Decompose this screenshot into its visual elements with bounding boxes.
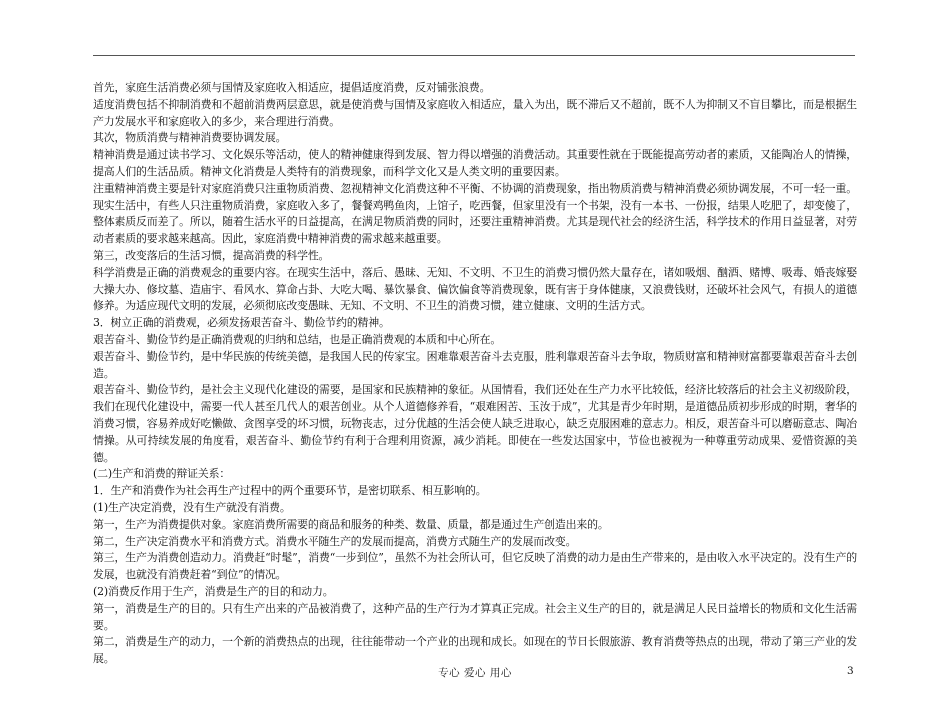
paragraph: 艰苦奋斗、勤俭节约，是中华民族的传统美德，是我国人民的传家宝。困难靠艰苦奋斗去克服，胜利靠艰苦奋斗去争取，物质财富和精神财富都要靠艰苦奋斗去创造。 xyxy=(93,349,857,380)
paragraph: 科学消费是正确的消费观念的重要内容。在现实生活中，落后、愚昧、无知、不文明、不卫生的消费习惯仍然大量存在，诸如吸烟、酗酒、赌博、吸毒、婚丧嫁娶大操大办、修坟墓、造庙宇、看风水、算命占卦、大吃大喝、暴饮暴食、偏饮偏食等消费现象，既有害于身体健康，又浪费钱财，还破坏社会风气，有损人的道德修养。为适应现代文明的发展，必须彻底改变愚昧、无知、不文明、不卫生的消费习惯，建立健康、文明的生活方式。 xyxy=(93,265,857,313)
paragraph: (2)消费反作用于生产，消费是生产的目的和动力。 xyxy=(93,584,334,598)
paragraph: 第一，消费是生产的目的。只有生产出来的产品被消费了，这种产品的生产行为才算真正完成。社会主义生产的目的，就是满足人民日益增长的物质和文化生活需要。 xyxy=(93,601,857,632)
paragraph: (1)生产决定消费，没有生产就没有消费。 xyxy=(93,500,291,514)
paragraph: 第二，消费是生产的动力，一个新的消费热点的出现，往往能带动一个产业的出现和成长。如现在的节日长假旅游、教育消费等热点的出现，带动了第三产业的发展。 xyxy=(93,635,857,666)
paragraph: 艰苦奋斗、勤俭节约是正确消费观的归纳和总结，也是正确消费观的本质和中心所在。 xyxy=(93,332,502,346)
paragraph: 第二，生产决定消费水平和消费方式。消费水平随生产的发展而提高，消费方式随生产的发展而改变。 xyxy=(93,534,577,548)
header-rule xyxy=(93,55,855,56)
paragraph: 1．生产和消费作为社会再生产过程中的两个重要环节，是密切联系、相互影响的。 xyxy=(93,484,487,498)
paragraph: 其次，物质消费与精神消费要协调发展。 xyxy=(93,131,287,145)
paragraph: 第三，生产为消费创造动力。消费赶“时髦”，消费“一步到位”，虽然不为社会所认可，但它反映了消费的动力是由生产带来的，是由收入水平决定的。没有生产的发展，也就没有消费赶着“到位”的情况。 xyxy=(93,551,857,582)
paragraph: (二)生产和消费的辩证关系： xyxy=(93,467,231,481)
page-footer xyxy=(0,665,950,681)
footer-slogan: 专心 爱心 用心 xyxy=(438,667,512,679)
paragraph: 适度消费包括不抑制消费和不超前消费两层意思，就是使消费与国情及家庭收入相适应，量入为出，既不滞后又不超前，既不人为抑制又不盲目攀比，而是根据生产力发展水平和家庭收入的多少，来合理进行消费。 xyxy=(93,97,857,128)
paragraph: 注重精神消费主要是针对家庭消费只注重物质消费、忽视精神文化消费这种不平衡、不协调的消费现象，指出物质消费与精神消费必须协调发展，不可一轻一重。现实生活中，有些人只注重物质消费，家庭收入多了，餐餐鸡鸭鱼肉，上馆子，吃西餐，但家里没有一个书架，没有一本书、一份报，结果人吃肥了，却变傻了，整体素质反而差了。所以，随着生活水平的日益提高，在满足物质消费的同时，还要注重精神消费。尤其是现代社会的经济生活，科学技术的作用日益显著，对劳动者素质的要求越来越高。因此，家庭消费中精神消费的需求越来越重要。 xyxy=(93,181,857,246)
paragraph: 首先，家庭生活消费必须与国情及家庭收入相适应，提倡适度消费，反对铺张浪费。 xyxy=(93,81,491,94)
document-body xyxy=(93,80,857,668)
paragraph: 艰苦奋斗、勤俭节约，是社会主义现代化建设的需要，是国家和民族精神的象征。从国情看，我们还处在生产力水平比较低，经济比较落后的社会主义初级阶段，我们在现代化建设中，需要一代人甚至几代人的艰苦创业。从个人道德修养看，“艰难困苦、玉汝于成”，尤其是青少年时期，是道德品质初步形成的时期，奢华的消费习惯，容易养成好吃懒做、贪图享受的坏习惯，玩物丧志，过分优越的生活会使人缺乏进取心，缺乏克服困难的意志力。相反，艰苦奋斗可以磨砺意志、陶冶情操。从可持续发展的角度看，艰苦奋斗、勤俭节约有利于合理利用资源，减少消耗。即使在一些发达国家中，节俭也被视为一种尊重劳动成果、爱惜资源的美德。 xyxy=(93,383,857,464)
paragraph: 3．树立正确的消费观，必须发扬艰苦奋斗、勤俭节约的精神。 xyxy=(93,316,390,330)
paragraph: 精神消费是通过读书学习、文化娱乐等活动，使人的精神健康得到发展、智力得以增强的消费活动。其重要性就在于既能提高劳动者的素质，又能陶冶人的情操，提高人们的生活品质。精神文化消费是人类特有的消费现象，而科学文化又是人类文明的重要因素。 xyxy=(93,148,857,178)
paragraph: 第三，改变落后的生活习惯，提高消费的科学性。 xyxy=(93,248,330,262)
paragraph: 第一，生产为消费提供对象。家庭消费所需要的商品和服务的种类、数量、质量，都是通过生产创造出来的。 xyxy=(93,517,609,531)
page-number: 3 xyxy=(847,665,854,677)
